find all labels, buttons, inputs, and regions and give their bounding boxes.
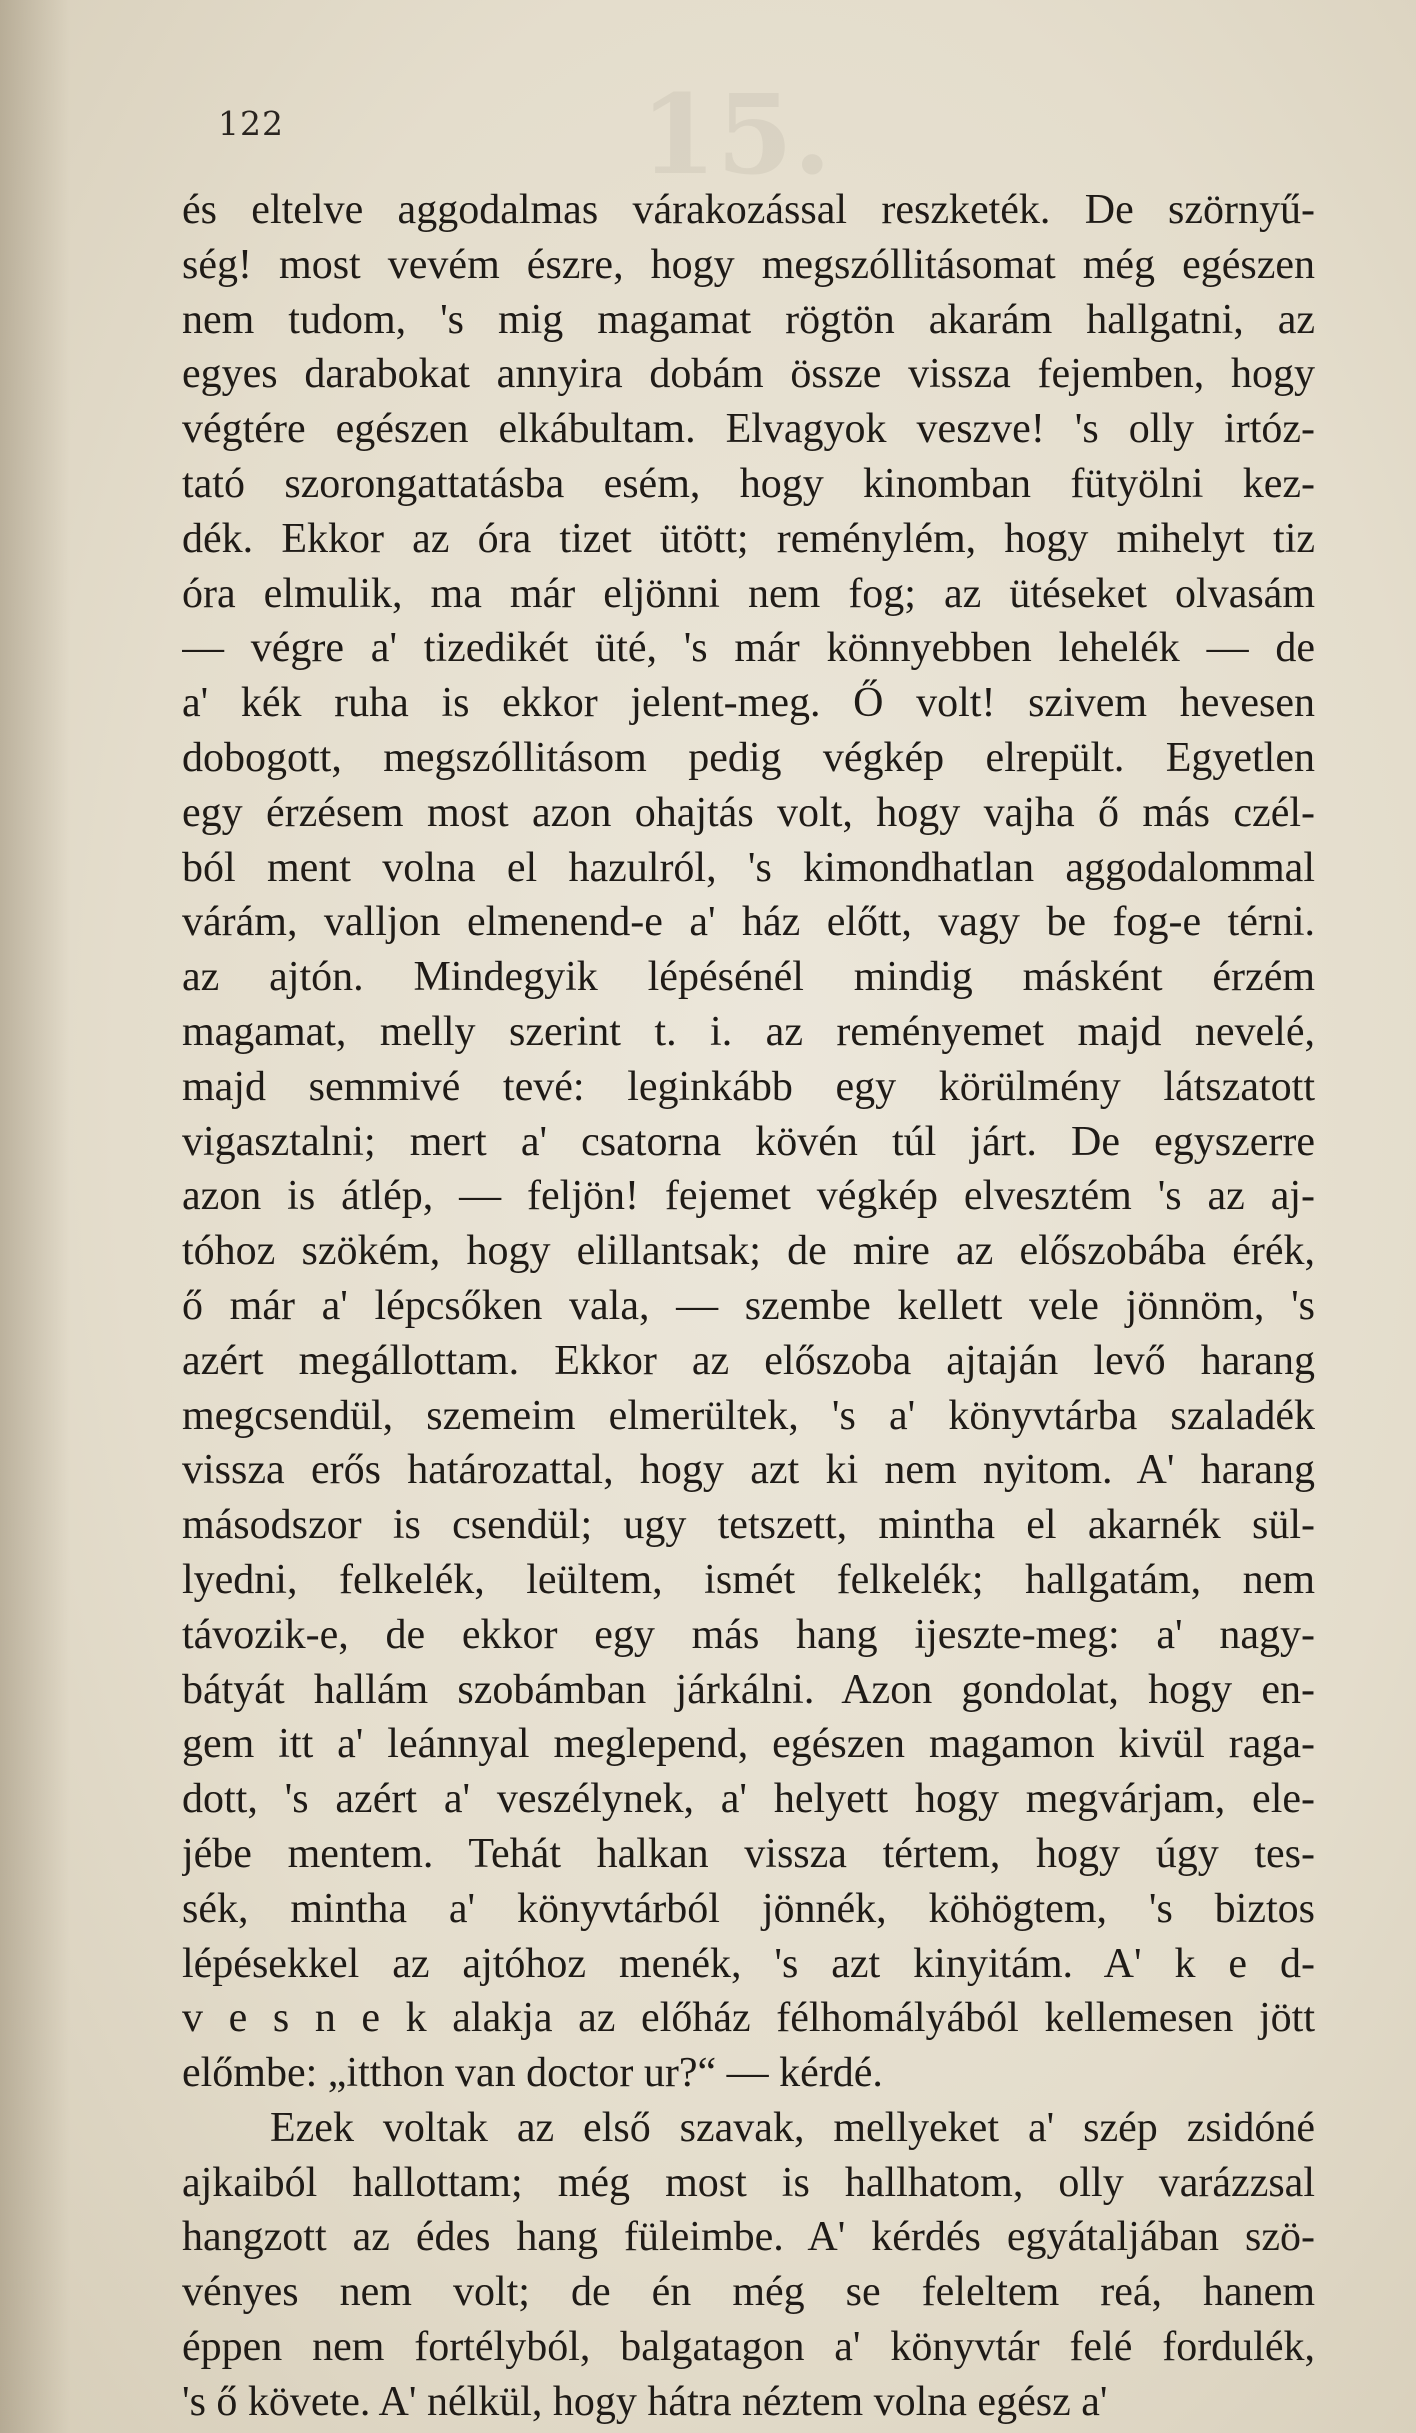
page-number: 122 bbox=[218, 104, 284, 143]
text-line: és eltelve aggodalmas várakozással reszketék. De szörnyű- bbox=[182, 187, 1315, 233]
text-line: dott, 's azért a' veszélynek, a' helyett hogy megvárjam, ele- bbox=[182, 1776, 1315, 1823]
text-line: ból ment volna el hazulról, 's kimondhatlan aggodalommal bbox=[182, 844, 1315, 891]
text-line: bátyát hallám szobámban járkálni. Azon gondolat, hogy en- bbox=[182, 1666, 1315, 1713]
text-line: — végre a' tizedikét üté, 's már könnyebben lehelék — de bbox=[182, 625, 1315, 672]
text-line: előmbe: „itthon van doctor ur?“ — kérdé. bbox=[182, 2050, 883, 2097]
body-text bbox=[182, 183, 1315, 2430]
text-line: vényes nem volt; de én még se feleltem reá, hanem bbox=[182, 2269, 1315, 2316]
text-line: másodszor is csendül; ugy tetszett, mintha el akarnék sül- bbox=[182, 1502, 1315, 1549]
text-line: vissza erős határozattal, hogy azt ki nem nyitom. A' harang bbox=[182, 1447, 1315, 1494]
text-line: a' kék ruha is ekkor jelent-meg. Ő volt! szivem hevesen bbox=[182, 680, 1315, 727]
bleed-through-mark: 15. bbox=[640, 70, 832, 199]
binding-shadow bbox=[0, 0, 70, 2433]
text-line: egy érzésem most azon ohajtás volt, hogy vajha ő más czél- bbox=[182, 789, 1315, 836]
text-line: majd semmivé tevé: leginkább egy körülmény látszatott bbox=[182, 1063, 1315, 1110]
text-line: azon is átlép, — feljön! fejemet végkép elvesztém 's az aj- bbox=[182, 1173, 1315, 1220]
text-line: egyes darabokat annyira dobám össze vissza fejemben, hogy bbox=[182, 351, 1315, 398]
text-line: vigasztalni; mert a' csatorna kövén túl járt. De egyszerre bbox=[182, 1118, 1315, 1165]
text-line: 's ő követe. A' nélkül, hogy hátra néztem volna egész a' bbox=[182, 2378, 1108, 2425]
text-line: megcsendül, szemeim elmerültek, 's a' könyvtárba szaladék bbox=[182, 1392, 1315, 1439]
text-line: v e s n e k alakja az előház félhomályából kellemesen jött bbox=[182, 1995, 1315, 2042]
text-line: azért megállottam. Ekkor az előszoba ajtaján levő harang bbox=[182, 1337, 1315, 1384]
text-line: gem itt a' leánnyal meglepend, egészen magamon kivül raga- bbox=[182, 1721, 1315, 1768]
text-line: tóhoz szökém, hogy elillantsak; de mire az előszobába érék, bbox=[182, 1228, 1315, 1275]
paragraph bbox=[182, 183, 1315, 2101]
text-line: ő már a' lépcsőken vala, — szembe kellett vele jönnöm, 's bbox=[182, 1282, 1315, 1329]
text-line: nem tudom, 's mig magamat rögtön akarám hallgatni, az bbox=[182, 296, 1315, 343]
text-line: hangzott az édes hang füleimbe. A' kérdés egyátaljában szö- bbox=[182, 2214, 1315, 2261]
text-line: óra elmulik, ma már eljönni nem fog; az ütéseket olvasám bbox=[182, 570, 1315, 617]
text-line: sék, mintha a' könyvtárból jönnék, köhögtem, 's biztos bbox=[182, 1885, 1315, 1932]
text-line: lépésekkel az ajtóhoz menék, 's azt kinyitám. A' k e d- bbox=[182, 1940, 1315, 1987]
text-line: az ajtón. Mindegyik lépésénél mindig másként érzém bbox=[182, 954, 1315, 1001]
text-line: tató szorongattatásba esém, hogy kinomban fütyölni kez- bbox=[182, 460, 1315, 507]
text-line: lyedni, felkelék, leültem, ismét felkelék; hallgatám, nem bbox=[182, 1556, 1315, 1603]
text-line: ség! most vevém észre, hogy megszóllitásomat még egészen bbox=[182, 241, 1315, 288]
text-line: Ezek voltak az első szavak, mellyeket a' szép zsidóné bbox=[270, 2104, 1315, 2151]
text-line: éppen nem fortélyból, balgatagon a' könyvtár felé fordulék, bbox=[182, 2324, 1315, 2371]
text-line: jébe mentem. Tehát halkan vissza tértem, hogy úgy tes- bbox=[182, 1830, 1315, 1877]
paragraph bbox=[182, 2101, 1315, 2430]
text-line: dobogott, megszóllitásom pedig végkép elrepült. Egyetlen bbox=[182, 734, 1315, 781]
text-line: várám, valljon elmenend-e a' ház előtt, vagy be fog-e térni. bbox=[182, 899, 1315, 946]
text-line: dék. Ekkor az óra tizet ütött; reménylém, hogy mihelyt tiz bbox=[182, 515, 1315, 562]
text-line: magamat, melly szerint t. i. az reményemet majd nevelé, bbox=[182, 1008, 1315, 1055]
text-line: végtére egészen elkábultam. Elvagyok veszve! 's olly irtóz- bbox=[182, 406, 1315, 453]
text-line: ajkaiból hallottam; még most is hallhatom, olly varázzsal bbox=[182, 2159, 1315, 2206]
text-line: távozik-e, de ekkor egy más hang ijeszte-meg: a' nagy- bbox=[182, 1611, 1315, 1658]
